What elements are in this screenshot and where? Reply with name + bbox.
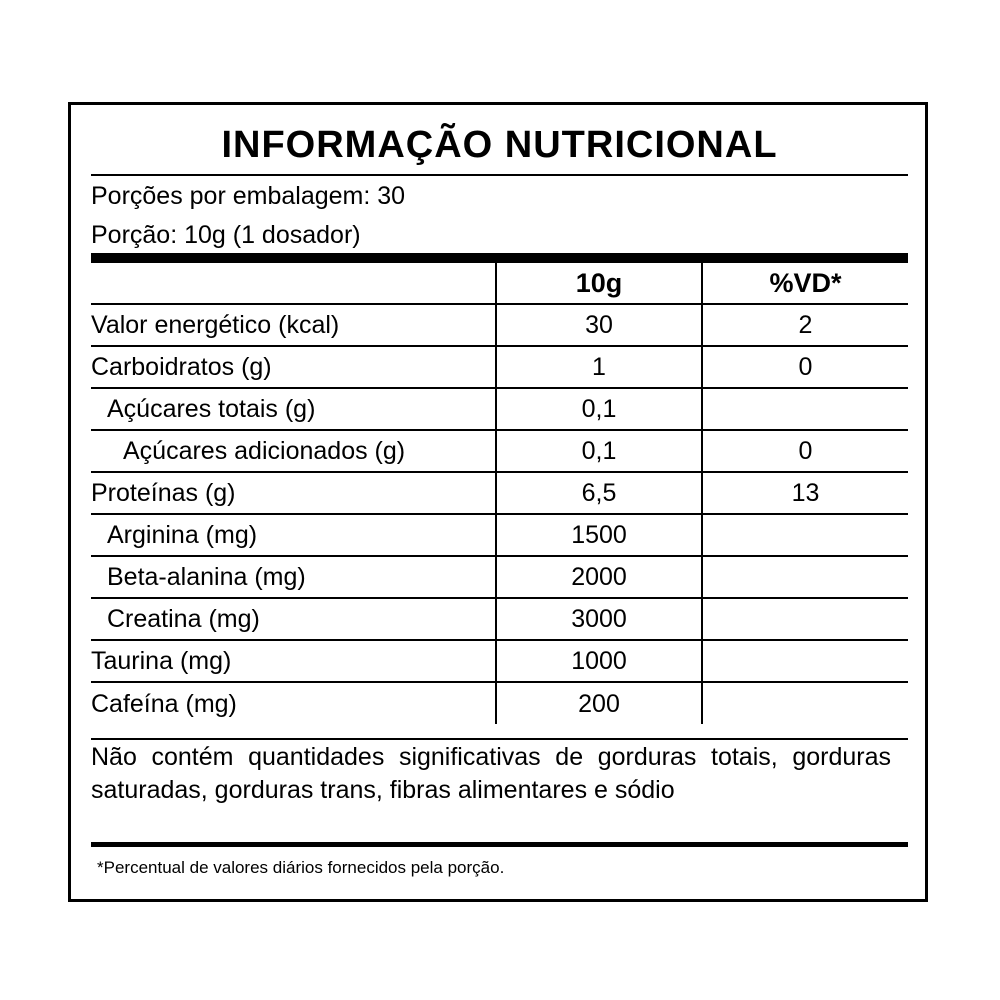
nutrient-dv	[702, 598, 908, 640]
daily-value-footnote: *Percentual de valores diários fornecidos pela porção.	[97, 858, 505, 877]
nutrient-name: Açúcares adicionados (g)	[91, 430, 496, 472]
table-row	[91, 598, 908, 640]
nutrient-name: Proteínas (g)	[91, 472, 496, 514]
table-bottom-divider	[91, 738, 908, 740]
not-significant-note: Não contém quantidades significativas de gorduras totais, gorduras saturadas, gorduras trans, fibras alimentares e sódio	[91, 743, 891, 804]
header-daily-value: %VD*	[702, 262, 908, 304]
nutrition-label	[68, 102, 928, 902]
table-row	[91, 304, 908, 346]
nutrient-dv: 2	[702, 304, 908, 346]
table-row	[91, 514, 908, 556]
servings-per-package: Porções por embalagem: 30	[91, 182, 406, 210]
nutrient-dv	[702, 388, 908, 430]
nutrient-dv: 0	[702, 430, 908, 472]
nutrient-dv	[702, 640, 908, 682]
table-row	[91, 472, 908, 514]
nutrient-name: Creatina (mg)	[91, 598, 496, 640]
nutrition-table	[91, 262, 908, 724]
nutrient-amount: 1	[496, 346, 702, 388]
table-row	[91, 430, 908, 472]
nutrient-name: Taurina (mg)	[91, 640, 496, 682]
nutrient-amount: 0,1	[496, 388, 702, 430]
nutrient-name: Açúcares totais (g)	[91, 388, 496, 430]
table-row	[91, 388, 908, 430]
nutrient-name: Carboidratos (g)	[91, 346, 496, 388]
table-row	[91, 640, 908, 682]
header-empty-cell	[91, 262, 496, 304]
nutrient-name: Cafeína (mg)	[91, 689, 237, 718]
nutrient-dv: 13	[702, 472, 908, 514]
nutrient-amount: 3000	[496, 598, 702, 640]
footnote-divider	[91, 842, 908, 847]
nutrient-amount: 6,5	[496, 472, 702, 514]
nutrient-dv	[702, 556, 908, 598]
nutrient-amount: 30	[496, 304, 702, 346]
table-row	[91, 346, 908, 388]
nutrient-name: Beta-alanina (mg)	[91, 556, 496, 598]
nutrient-amount: 2000	[496, 556, 702, 598]
nutrient-name: Valor energético (kcal)	[91, 304, 496, 346]
label-title: INFORMAÇÃO NUTRICIONAL	[221, 124, 778, 166]
nutrient-name: Arginina (mg)	[91, 514, 496, 556]
nutrient-dv	[702, 682, 908, 724]
table-header-row	[91, 262, 908, 304]
nutrient-dv	[702, 514, 908, 556]
nutrient-dv: 0	[702, 346, 908, 388]
title-divider	[91, 174, 908, 176]
header-per-serving: 10g	[496, 262, 702, 304]
serving-size: Porção: 10g (1 dosador)	[91, 221, 361, 249]
nutrient-amount: 1000	[496, 640, 702, 682]
table-row	[91, 682, 908, 724]
nutrient-amount: 0,1	[496, 430, 702, 472]
nutrient-amount: 1500	[496, 514, 702, 556]
nutrient-amount: 200	[496, 682, 702, 724]
table-row	[91, 556, 908, 598]
